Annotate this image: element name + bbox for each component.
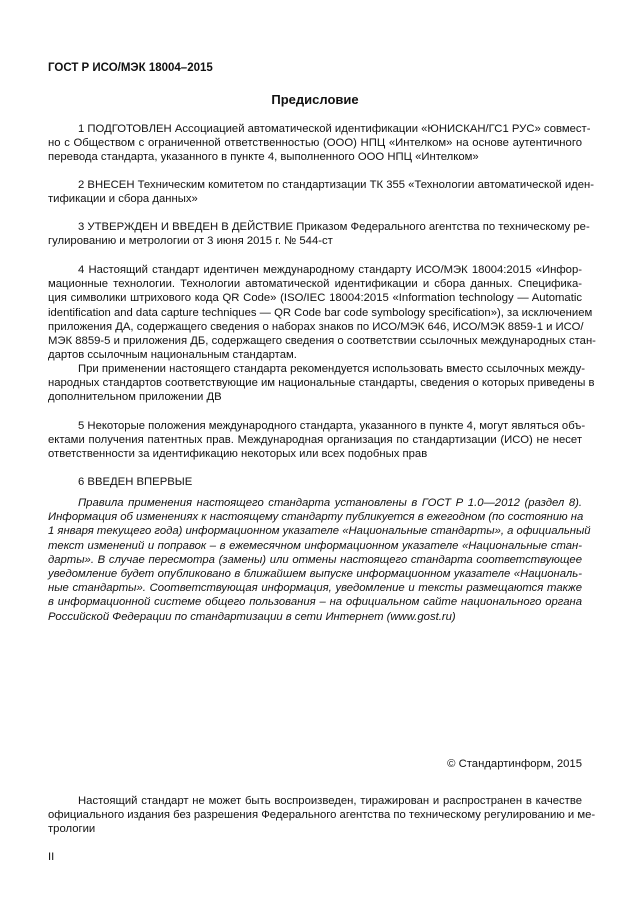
text-line: в информационной системе общего пользования – на официальном сайте национального органа bbox=[48, 596, 582, 609]
page-number: II bbox=[48, 851, 55, 863]
document-header: ГОСТ Р ИСО/МЭК 18004–2015 bbox=[48, 62, 213, 74]
text-line: 1 ПОДГОТОВЛЕН Ассоциацией автоматической идентификации «ЮНИСКАН/ГС1 РУС» совмест- bbox=[78, 123, 591, 135]
paragraph-prepared bbox=[48, 122, 591, 165]
text-line: identification and data capture techniques — QR Code bar code symbology specification»), за исключением bbox=[48, 306, 593, 319]
text-line: но с Обществом с ограниченной ответственностью (ООО) НПЦ «Интелком» на основе аутентичного bbox=[48, 137, 582, 150]
text-line: приложения ДА, содержащего сведения о наборах знаков по ИСО/МЭК 646, ИСО/МЭК 8859-1 и ИСО/ bbox=[48, 320, 584, 333]
text-line: официального издания без разрешения Федерального агентства по техническому регулированию и ме- bbox=[48, 809, 596, 822]
paragraph-submitted bbox=[48, 178, 595, 206]
text-line: трологии bbox=[48, 823, 96, 836]
text-line: перевода стандарта, указанного в пункте 4, выполненного ООО НПЦ «Интелком» bbox=[48, 151, 479, 164]
text-line: Настоящий стандарт не может быть воспроизведен, тиражирован и распространен в качестве bbox=[78, 795, 582, 807]
text-line: Информация об изменениях к настоящему стандарту публикуется в ежегодном (по состоянию на bbox=[48, 511, 584, 524]
text-line: ответственности за идентификацию некоторых или всех подобных прав bbox=[48, 448, 428, 461]
text-line: 3 УТВЕРЖДЕН И ВВЕДЕН В ДЕЙСТВИЕ Приказом Федерального агентства по техническому ре- bbox=[78, 221, 590, 233]
text-line: 6 ВВЕДЕН ВПЕРВЫЕ bbox=[78, 476, 193, 488]
text-line: При применении настоящего стандарта рекомендуется использовать вместо ссылочных между- bbox=[78, 363, 586, 375]
paragraph-patents bbox=[48, 419, 586, 462]
text-line: уведомление будет опубликовано в ближайшем выпуске информационном указателе «Националь- bbox=[48, 567, 582, 580]
text-line: дартов ссылочным национальным стандартам. bbox=[48, 349, 297, 362]
text-line: Российской Федерации по стандартизации в сети Интернет (www.gost.ru) bbox=[48, 610, 456, 623]
text-line: народных стандартов соответствующие им национальные стандарты, сведения о которых приведены в bbox=[48, 377, 595, 390]
text-line: МЭК 8859-5 и приложения ДБ, содержащего сведения о соответствии ссылочных международных стан- bbox=[48, 334, 596, 347]
text-line: 2 ВНЕСЕН Техническим комитетом по стандартизации ТК 355 «Технологии автоматической иден- bbox=[78, 179, 595, 191]
paragraph-approved bbox=[48, 220, 590, 248]
text-line: ные стандарты». Соответствующая информация, уведомление и тексты размещаются также bbox=[48, 582, 582, 595]
text-line: 1 января текущего года) информационном указателе «Национальные стандарты», а официальный bbox=[48, 525, 591, 538]
paragraph-rules bbox=[48, 496, 591, 624]
paragraph-notice bbox=[48, 794, 596, 837]
paragraph-recommendation bbox=[48, 362, 595, 405]
text-line: тификации и сбора данных» bbox=[48, 193, 198, 206]
section-title: Предисловие bbox=[271, 92, 359, 107]
text-line: 5 Некоторые положения международного стандарта, указанного в пункте 4, могут являться объ- bbox=[78, 420, 586, 432]
text-line: дополнительном приложении ДВ bbox=[48, 391, 222, 404]
text-line: 4 Настоящий стандарт идентичен международному стандарту ИСО/МЭК 18004:2015 «Инфор- bbox=[78, 264, 582, 276]
text-line: текст изменений и поправок – в ежемесячном информационном указателе «Национальные стан- bbox=[48, 539, 582, 552]
text-line: ция символики штрихового кода QR Code» (ISO/IEC 18004:2015 «Information technology — Automatic bbox=[48, 292, 582, 305]
text-line: дарты». В случае пересмотра (замены) или отмены настоящего стандарта соответствующее bbox=[48, 553, 582, 566]
text-line: Правила применения настоящего стандарта установлены в ГОСТ Р 1.0—2012 (раздел 8). bbox=[78, 497, 582, 509]
paragraph-identical bbox=[48, 263, 596, 362]
text-line: гулированию и метрологии от 3 июня 2015 г. № 544-ст bbox=[48, 235, 333, 248]
copyright: © Стандартинформ, 2015 bbox=[447, 758, 582, 770]
text-line: ектами получения патентных прав. Международная организация по стандартизации (ИСО) не несет bbox=[48, 434, 582, 447]
paragraph-first-introduced bbox=[48, 475, 582, 489]
text-line: мационные технологии. Технологии автоматической идентификации и сбора данных. Специфика- bbox=[48, 278, 582, 291]
